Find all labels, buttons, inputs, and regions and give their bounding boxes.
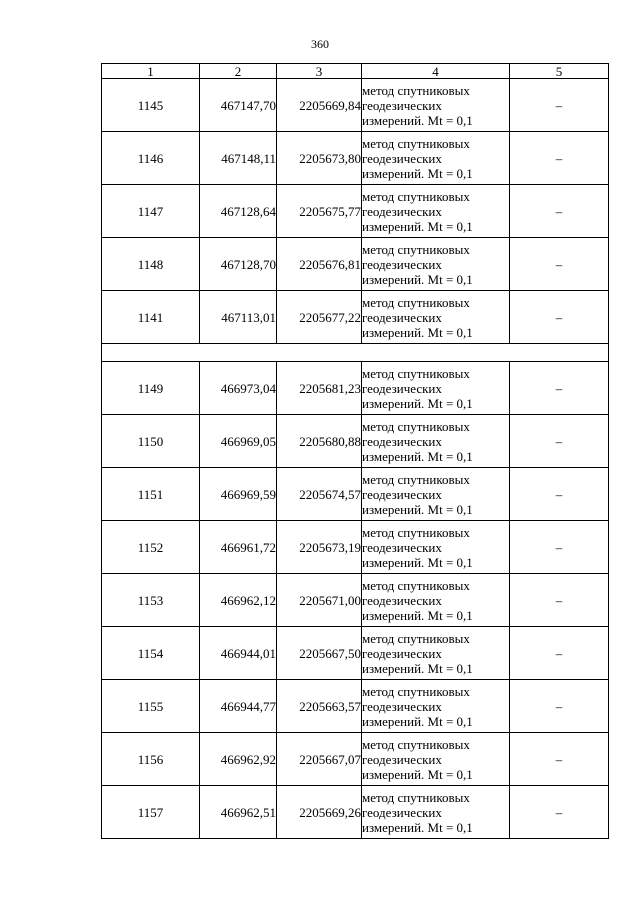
note-cell: – bbox=[510, 733, 609, 786]
coordinate-x: 466944,77 bbox=[200, 680, 277, 733]
column-header: 4 bbox=[362, 64, 510, 79]
coordinate-x: 467128,70 bbox=[200, 238, 277, 291]
method-line: метод спутниковых bbox=[362, 630, 470, 646]
table-row bbox=[102, 574, 609, 627]
table-row bbox=[102, 185, 609, 238]
point-number: 1152 bbox=[102, 521, 200, 574]
table-row bbox=[102, 521, 609, 574]
column-header: 1 bbox=[102, 64, 200, 79]
coordinate-y: 2205681,23 bbox=[277, 362, 362, 415]
table-row bbox=[102, 786, 609, 839]
method-line: геодезических bbox=[362, 645, 442, 661]
table-row bbox=[102, 79, 609, 132]
method-line: измерений. Mt = 0,1 bbox=[362, 112, 473, 128]
point-number: 1156 bbox=[102, 733, 200, 786]
note-cell: – bbox=[510, 468, 609, 521]
method-description bbox=[362, 786, 510, 839]
column-header: 5 bbox=[510, 64, 609, 79]
point-number: 1157 bbox=[102, 786, 200, 839]
table-body bbox=[102, 64, 609, 839]
point-number: 1154 bbox=[102, 627, 200, 680]
method-line: метод спутниковых bbox=[362, 789, 470, 805]
method-description bbox=[362, 680, 510, 733]
point-number: 1148 bbox=[102, 238, 200, 291]
method-line: измерений. Mt = 0,1 bbox=[362, 713, 473, 729]
method-line: метод спутниковых bbox=[362, 577, 470, 593]
note-cell: – bbox=[510, 79, 609, 132]
table-row bbox=[102, 468, 609, 521]
point-number: 1146 bbox=[102, 132, 200, 185]
coordinate-y: 2205680,88 bbox=[277, 415, 362, 468]
coordinate-x: 466944,01 bbox=[200, 627, 277, 680]
method-line: измерений. Mt = 0,1 bbox=[362, 766, 473, 782]
table-row bbox=[102, 132, 609, 185]
table-row bbox=[102, 291, 609, 344]
method-line: измерений. Mt = 0,1 bbox=[362, 448, 473, 464]
table-row bbox=[102, 733, 609, 786]
method-line: геодезических bbox=[362, 309, 442, 325]
method-line: геодезических bbox=[362, 256, 442, 272]
note-cell: – bbox=[510, 362, 609, 415]
note-cell: – bbox=[510, 132, 609, 185]
method-description bbox=[362, 291, 510, 344]
method-line: метод спутниковых bbox=[362, 241, 470, 257]
page-number: 360 bbox=[311, 37, 329, 51]
method-line: метод спутниковых bbox=[362, 294, 470, 310]
point-number: 1153 bbox=[102, 574, 200, 627]
separator-cell bbox=[102, 344, 609, 362]
table-header-row bbox=[102, 64, 609, 79]
coordinate-y: 2205677,22 bbox=[277, 291, 362, 344]
coordinate-x: 467113,01 bbox=[200, 291, 277, 344]
note-cell: – bbox=[510, 521, 609, 574]
method-line: измерений. Mt = 0,1 bbox=[362, 395, 473, 411]
method-description bbox=[362, 733, 510, 786]
coordinate-x: 466962,12 bbox=[200, 574, 277, 627]
method-line: геодезических bbox=[362, 592, 442, 608]
point-number: 1147 bbox=[102, 185, 200, 238]
coordinates-table bbox=[101, 63, 609, 839]
coordinate-y: 2205669,84 bbox=[277, 79, 362, 132]
method-line: геодезических bbox=[362, 97, 442, 113]
note-cell: – bbox=[510, 185, 609, 238]
coordinate-y: 2205675,77 bbox=[277, 185, 362, 238]
note-cell: – bbox=[510, 574, 609, 627]
point-number: 1149 bbox=[102, 362, 200, 415]
group-separator-row bbox=[102, 344, 609, 362]
method-line: метод спутниковых bbox=[362, 524, 470, 540]
table-row bbox=[102, 362, 609, 415]
method-description bbox=[362, 238, 510, 291]
method-line: измерений. Mt = 0,1 bbox=[362, 819, 473, 835]
method-description bbox=[362, 627, 510, 680]
method-line: геодезических bbox=[362, 698, 442, 714]
point-number: 1145 bbox=[102, 79, 200, 132]
coordinate-x: 466961,72 bbox=[200, 521, 277, 574]
coordinate-x: 466962,92 bbox=[200, 733, 277, 786]
method-line: геодезических bbox=[362, 203, 442, 219]
method-line: метод спутниковых bbox=[362, 736, 470, 752]
method-description bbox=[362, 415, 510, 468]
coordinate-y: 2205667,07 bbox=[277, 733, 362, 786]
note-cell: – bbox=[510, 238, 609, 291]
note-cell: – bbox=[510, 680, 609, 733]
method-line: геодезических bbox=[362, 380, 442, 396]
coordinate-y: 2205667,50 bbox=[277, 627, 362, 680]
method-line: метод спутниковых bbox=[362, 471, 470, 487]
method-line: измерений. Mt = 0,1 bbox=[362, 660, 473, 676]
point-number: 1141 bbox=[102, 291, 200, 344]
table-row bbox=[102, 415, 609, 468]
note-cell: – bbox=[510, 291, 609, 344]
point-number: 1150 bbox=[102, 415, 200, 468]
method-description bbox=[362, 362, 510, 415]
method-line: геодезических bbox=[362, 150, 442, 166]
method-line: измерений. Mt = 0,1 bbox=[362, 324, 473, 340]
coordinate-y: 2205676,81 bbox=[277, 238, 362, 291]
column-header: 2 bbox=[200, 64, 277, 79]
method-line: геодезических bbox=[362, 539, 442, 555]
method-line: измерений. Mt = 0,1 bbox=[362, 218, 473, 234]
method-line: измерений. Mt = 0,1 bbox=[362, 554, 473, 570]
method-line: измерений. Mt = 0,1 bbox=[362, 607, 473, 623]
note-cell: – bbox=[510, 786, 609, 839]
method-description bbox=[362, 79, 510, 132]
note-cell: – bbox=[510, 627, 609, 680]
method-description bbox=[362, 521, 510, 574]
method-line: метод спутниковых bbox=[362, 82, 470, 98]
coordinate-x: 467147,70 bbox=[200, 79, 277, 132]
coordinate-y: 2205669,26 bbox=[277, 786, 362, 839]
coordinate-x: 466973,04 bbox=[200, 362, 277, 415]
method-line: измерений. Mt = 0,1 bbox=[362, 501, 473, 517]
coordinate-x: 467148,11 bbox=[200, 132, 277, 185]
method-description bbox=[362, 468, 510, 521]
method-description bbox=[362, 185, 510, 238]
method-line: геодезических bbox=[362, 486, 442, 502]
coordinate-y: 2205663,57 bbox=[277, 680, 362, 733]
coordinate-x: 467128,64 bbox=[200, 185, 277, 238]
coordinate-y: 2205673,19 bbox=[277, 521, 362, 574]
note-cell: – bbox=[510, 415, 609, 468]
table-row bbox=[102, 238, 609, 291]
table-row bbox=[102, 680, 609, 733]
table-row bbox=[102, 627, 609, 680]
method-line: геодезических bbox=[362, 433, 442, 449]
column-header: 3 bbox=[277, 64, 362, 79]
method-line: геодезических bbox=[362, 804, 442, 820]
coordinate-x: 466969,59 bbox=[200, 468, 277, 521]
method-line: метод спутниковых bbox=[362, 135, 470, 151]
coordinate-x: 466962,51 bbox=[200, 786, 277, 839]
coordinate-y: 2205673,80 bbox=[277, 132, 362, 185]
method-line: измерений. Mt = 0,1 bbox=[362, 165, 473, 181]
coordinate-x: 466969,05 bbox=[200, 415, 277, 468]
method-line: метод спутниковых bbox=[362, 188, 470, 204]
method-line: измерений. Mt = 0,1 bbox=[362, 271, 473, 287]
method-description bbox=[362, 574, 510, 627]
coordinate-y: 2205674,57 bbox=[277, 468, 362, 521]
method-line: метод спутниковых bbox=[362, 418, 470, 434]
method-line: геодезических bbox=[362, 751, 442, 767]
method-line: метод спутниковых bbox=[362, 365, 470, 381]
coordinate-y: 2205671,00 bbox=[277, 574, 362, 627]
point-number: 1151 bbox=[102, 468, 200, 521]
method-description bbox=[362, 132, 510, 185]
point-number: 1155 bbox=[102, 680, 200, 733]
method-line: метод спутниковых bbox=[362, 683, 470, 699]
